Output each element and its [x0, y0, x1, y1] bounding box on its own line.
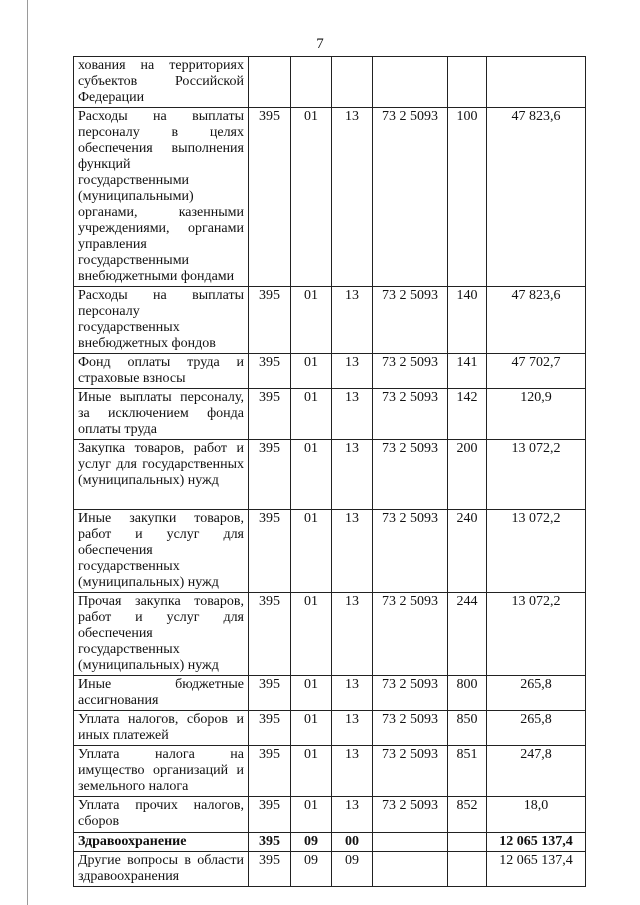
- row-cs-cell: 73 2 5093: [373, 746, 448, 797]
- row-sum-cell: 265,8: [487, 676, 586, 711]
- row-cs-cell: 73 2 5093: [373, 676, 448, 711]
- row-sum-cell: 47 702,7: [487, 354, 586, 389]
- row-rz-cell: 01: [291, 797, 332, 833]
- row-name-cell: Фонд оплаты труда и страховые взносы: [74, 354, 249, 389]
- row-gr-cell: [249, 57, 291, 108]
- row-rz-cell: 01: [291, 676, 332, 711]
- row-rz-cell: 01: [291, 593, 332, 676]
- row-vr-cell: 851: [448, 746, 487, 797]
- row-pr-cell: 13: [332, 108, 373, 287]
- row-gr-cell: 395: [249, 287, 291, 354]
- row-rz-cell: 01: [291, 354, 332, 389]
- row-sum-cell: 13 072,2: [487, 510, 586, 593]
- row-vr-cell: [448, 852, 487, 887]
- table-row: [74, 57, 586, 108]
- row-sum-cell: 13 072,2: [487, 593, 586, 676]
- table-row: [74, 797, 586, 833]
- row-cs-cell: 73 2 5093: [373, 287, 448, 354]
- row-sum-cell: 47 823,6: [487, 287, 586, 354]
- row-gr-cell: 395: [249, 354, 291, 389]
- row-pr-cell: 13: [332, 354, 373, 389]
- row-gr-cell: 395: [249, 510, 291, 593]
- row-gr-cell: 395: [249, 852, 291, 887]
- row-gr-cell: 395: [249, 676, 291, 711]
- row-sum-cell: 265,8: [487, 711, 586, 746]
- row-rz-cell: 01: [291, 389, 332, 440]
- row-gr-cell: 395: [249, 711, 291, 746]
- table-row: [74, 593, 586, 676]
- table-row: [74, 833, 586, 852]
- row-pr-cell: 13: [332, 746, 373, 797]
- row-sum-cell: 12 065 137,4: [487, 852, 586, 887]
- row-name-cell: Расходы на выплаты персоналу государственных внебюджетных фондов: [74, 287, 249, 354]
- row-name-cell: Уплата налога на имущество организаций и земельного налога: [74, 746, 249, 797]
- row-pr-cell: 13: [332, 593, 373, 676]
- page-edge-rule: [27, 0, 28, 905]
- row-vr-cell: 141: [448, 354, 487, 389]
- row-cs-cell: 73 2 5093: [373, 510, 448, 593]
- row-cs-cell: 73 2 5093: [373, 440, 448, 510]
- row-pr-cell: 13: [332, 711, 373, 746]
- row-gr-cell: 395: [249, 797, 291, 833]
- table-row: [74, 389, 586, 440]
- row-sum-cell: 18,0: [487, 797, 586, 833]
- row-name-cell: Прочая закупка товаров, работ и услуг для обеспечения государственных (муниципальных) нужд: [74, 593, 249, 676]
- table-row: [74, 852, 586, 887]
- row-vr-cell: 100: [448, 108, 487, 287]
- row-sum-cell: [487, 57, 586, 108]
- row-pr-cell: 13: [332, 510, 373, 593]
- row-vr-cell: 850: [448, 711, 487, 746]
- row-cs-cell: [373, 852, 448, 887]
- row-gr-cell: 395: [249, 108, 291, 287]
- row-name-cell: Здравоохранение: [74, 833, 249, 852]
- row-pr-cell: 13: [332, 440, 373, 510]
- row-name-cell: Иные закупки товаров, работ и услуг для обеспечения государственных (муниципальных) нужд: [74, 510, 249, 593]
- row-pr-cell: 13: [332, 389, 373, 440]
- row-vr-cell: 800: [448, 676, 487, 711]
- table-row: [74, 108, 586, 287]
- row-cs-cell: 73 2 5093: [373, 108, 448, 287]
- table-row: [74, 746, 586, 797]
- row-rz-cell: 01: [291, 287, 332, 354]
- table-row: [74, 676, 586, 711]
- row-cs-cell: 73 2 5093: [373, 797, 448, 833]
- budget-table-body: [74, 57, 586, 887]
- row-vr-cell: [448, 57, 487, 108]
- table-row: [74, 440, 586, 510]
- row-rz-cell: [291, 57, 332, 108]
- row-name-cell: Другие вопросы в области здравоохранения: [74, 852, 249, 887]
- row-vr-cell: 244: [448, 593, 487, 676]
- row-vr-cell: 142: [448, 389, 487, 440]
- row-rz-cell: 01: [291, 711, 332, 746]
- row-sum-cell: 247,8: [487, 746, 586, 797]
- page-number: 7: [316, 36, 324, 52]
- row-vr-cell: 200: [448, 440, 487, 510]
- row-cs-cell: 73 2 5093: [373, 593, 448, 676]
- table-row: [74, 287, 586, 354]
- row-gr-cell: 395: [249, 389, 291, 440]
- row-name-cell: Иные выплаты персоналу, за исключением фонда оплаты труда: [74, 389, 249, 440]
- row-name-cell: хования на территориях субъектов Российской Федерации: [74, 57, 249, 108]
- row-gr-cell: 395: [249, 833, 291, 852]
- table-row: [74, 354, 586, 389]
- table-row: [74, 711, 586, 746]
- row-vr-cell: 140: [448, 287, 487, 354]
- row-name-cell: Закупка товаров, работ и услуг для государственных (муниципальных) нужд: [74, 440, 249, 510]
- row-sum-cell: 12 065 137,4: [487, 833, 586, 852]
- row-name-cell: Расходы на выплаты персоналу в целях обеспечения выполнения функций государственными (муниципальными) органами, казенными учреждениями, органами управления государственными внебюджетными фондами: [74, 108, 249, 287]
- row-vr-cell: 852: [448, 797, 487, 833]
- row-gr-cell: 395: [249, 746, 291, 797]
- row-rz-cell: 09: [291, 852, 332, 887]
- row-rz-cell: 01: [291, 108, 332, 287]
- row-cs-cell: [373, 57, 448, 108]
- row-rz-cell: 01: [291, 746, 332, 797]
- row-name-cell: Иные бюджетные ассигнования: [74, 676, 249, 711]
- row-cs-cell: 73 2 5093: [373, 354, 448, 389]
- row-pr-cell: [332, 57, 373, 108]
- row-rz-cell: 01: [291, 510, 332, 593]
- row-name-cell: Уплата налогов, сборов и иных платежей: [74, 711, 249, 746]
- row-sum-cell: 47 823,6: [487, 108, 586, 287]
- row-pr-cell: 13: [332, 676, 373, 711]
- row-gr-cell: 395: [249, 593, 291, 676]
- row-pr-cell: 09: [332, 852, 373, 887]
- row-rz-cell: 09: [291, 833, 332, 852]
- row-vr-cell: [448, 833, 487, 852]
- row-name-cell: Уплата прочих налогов, сборов: [74, 797, 249, 833]
- row-cs-cell: 73 2 5093: [373, 711, 448, 746]
- row-sum-cell: 13 072,2: [487, 440, 586, 510]
- row-pr-cell: 13: [332, 287, 373, 354]
- budget-table: [73, 56, 586, 887]
- row-pr-cell: 00: [332, 833, 373, 852]
- table-row: [74, 510, 586, 593]
- row-pr-cell: 13: [332, 797, 373, 833]
- row-gr-cell: 395: [249, 440, 291, 510]
- row-cs-cell: [373, 833, 448, 852]
- row-sum-cell: 120,9: [487, 389, 586, 440]
- row-rz-cell: 01: [291, 440, 332, 510]
- row-cs-cell: 73 2 5093: [373, 389, 448, 440]
- row-vr-cell: 240: [448, 510, 487, 593]
